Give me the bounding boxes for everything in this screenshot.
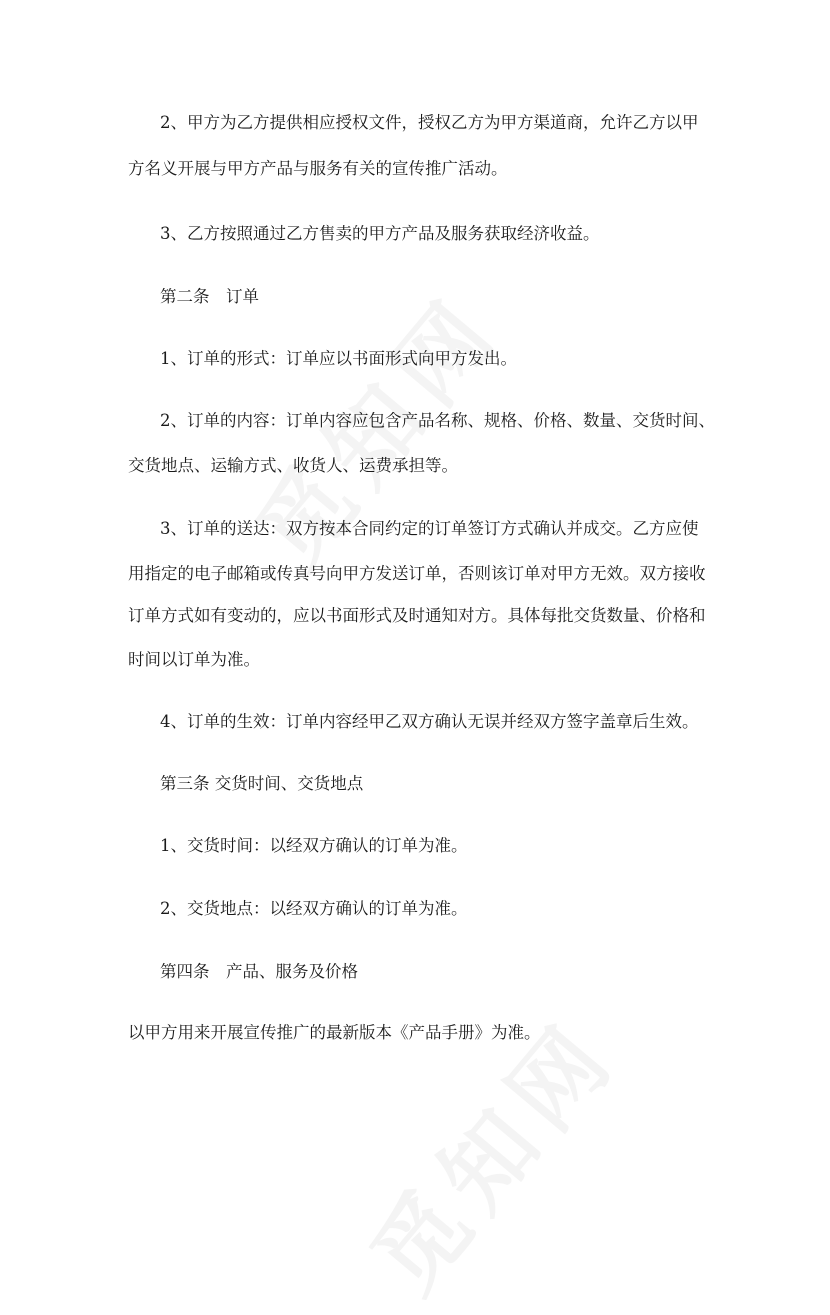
article-2-item-3-line-2: 用指定的电子邮箱或传真号向甲方发送订单，否则该订单对甲方无效。双方接收 bbox=[128, 564, 706, 583]
article-4-heading: 第四条 产品、服务及价格 bbox=[160, 962, 358, 981]
article-2-item-4: 4、订单的生效：订单内容经甲乙双方确认无误并经双方签字盖章后生效。 bbox=[160, 712, 699, 731]
article-2-item-1: 1、订单的形式：订单应以书面形式向甲方发出。 bbox=[160, 349, 517, 368]
article-3-item-1: 1、交货时间：以经双方确认的订单为准。 bbox=[160, 836, 468, 855]
clause-3: 3、乙方按照通过乙方售卖的甲方产品及服务获取经济收益。 bbox=[160, 224, 600, 243]
article-2-item-3-line-4: 时间以订单为准。 bbox=[128, 650, 260, 669]
article-3-heading: 第三条 交货时间、交货地点 bbox=[160, 774, 364, 793]
clause-2-line-1: 2、甲方为乙方提供相应授权文件，授权乙方为甲方渠道商，允许乙方以甲 bbox=[160, 113, 699, 132]
article-2-item-3-line-3: 订单方式如有变动的，应以书面形式及时通知对方。具体每批交货数量、价格和 bbox=[128, 606, 706, 625]
article-2-item-3-line-1: 3、订单的送达：双方按本合同约定的订单签订方式确认并成交。乙方应使 bbox=[160, 519, 699, 538]
article-2-heading: 第二条 订单 bbox=[160, 287, 259, 306]
clause-2-line-2: 方名义开展与甲方产品与服务有关的宣传推广活动。 bbox=[128, 159, 508, 178]
article-2-item-2-line-2: 交货地点、运输方式、收货人、运费承担等。 bbox=[128, 456, 458, 475]
article-3-item-2: 2、交货地点：以经双方确认的订单为准。 bbox=[160, 899, 468, 918]
article-4-body: 以甲方用来开展宣传推广的最新版本《产品手册》为准。 bbox=[128, 1023, 541, 1042]
article-2-item-2-line-1: 2、订单的内容：订单内容应包含产品名称、规格、价格、数量、交货时间、 bbox=[160, 411, 715, 430]
